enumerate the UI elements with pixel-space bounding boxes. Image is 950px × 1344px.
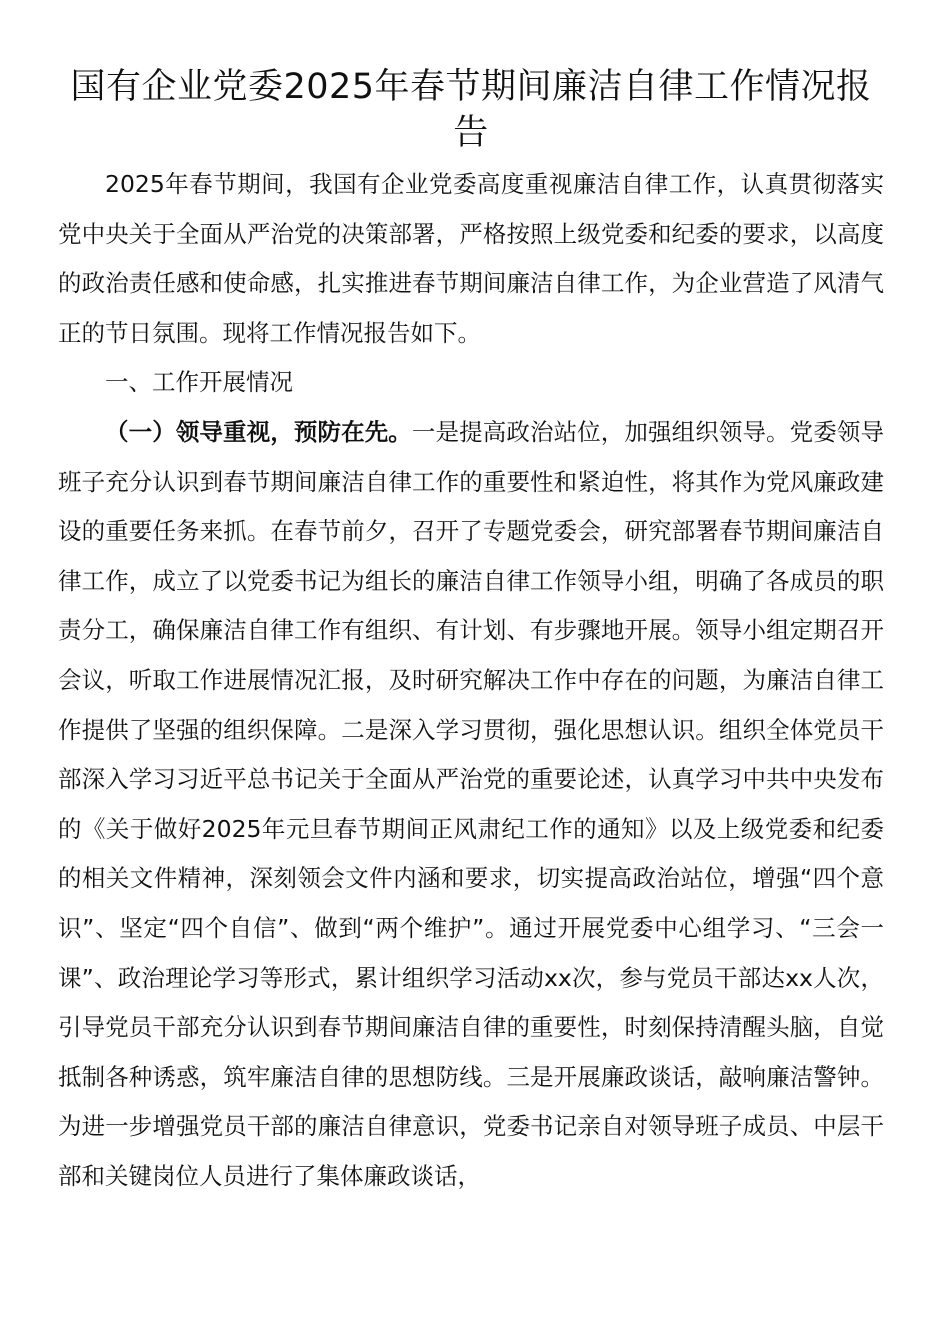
document-title: 国有企业党委2025年春节期间廉洁自律工作情况报告 — [70, 67, 872, 153]
subsection-body: 一是提高政治站位，加强组织领导。党委领导班子充分认识到春节期间廉洁自律工作的重要性和紧迫性，将其作为党风廉政建设的重要任务来抓。在春节前夕，召开了专题党委会，研究部署春节期间廉洁自律工作，成立了以党委书记为组长的廉洁自律工作领导小组，明确了各成员的职责分工，确保廉洁自律工作有组织、有计划、有步骤地开展。领导小组定期召开会议，听取工作进展情况汇报，及时研究解决工作中存在的问题，为廉洁自律工作提供了坚强的组织保障。二是深入学习贯彻，强化思想认识。组织全体党员干部深入学习习近平总书记关于全面从严治党的重要论述，认真学习中共中央发布的《关于做好2025年元旦春节期间正风肃纪工作的通知》以及上级党委和纪委的相关文件精神，深刻领会文件内涵和要求，切实提高政治站位，增强“四个意识”、坚定“四个自信”、做到“两个维护”。通过开展党委中心组学习、“三会一课”、政治理论学习等形式，累计组织学习活动xx次，参与党员干部达xx人次，引导党员干部充分认识到春节期间廉洁自律的重要性，时刻保持清醒头脑，自觉抵制各种诱惑，筑牢廉洁自律的思想防线。三是开展廉政谈话，敲响廉洁警钟。为进一步增强党员干部的廉洁自律意识，党委书记亲自对领导班子成员、中层干部和关键岗位人员进行了集体廉政谈话， — [58, 417, 884, 1190]
section-heading: 一、工作开展情况 — [105, 368, 293, 397]
document-page — [58, 64, 884, 1201]
subsection-lead: （一）领导重视，预防在先。 — [105, 417, 412, 446]
subsection-paragraph — [58, 408, 884, 1202]
intro-paragraph: 2025年春节期间，我国有企业党委高度重视廉洁自律工作，认真贯彻落实党中央关于全面从严治党的决策部署，严格按照上级党委和纪委的要求，以高度的政治责任感和使命感，扎实推进春节期间廉洁自律工作，为企业营造了风清气正的节日氛围。现将工作情况报告如下。 — [58, 170, 884, 347]
